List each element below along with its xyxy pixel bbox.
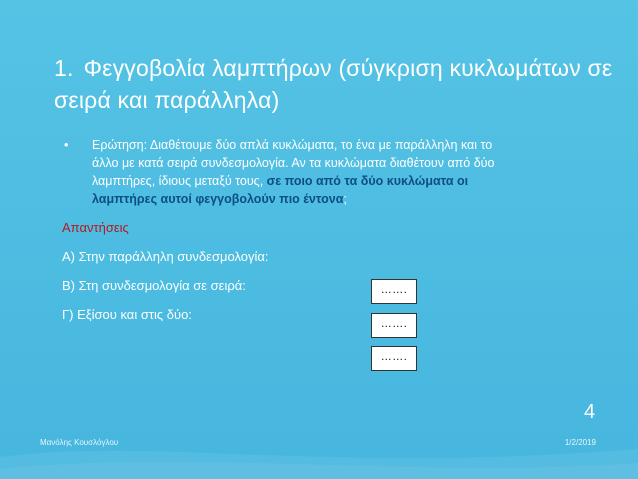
answers-heading: Απαντήσεις: [62, 220, 129, 235]
title-number: 1.: [54, 55, 74, 81]
background-wave-decoration: [0, 419, 638, 479]
bullet-icon: •: [64, 138, 69, 152]
slide-body: [62, 136, 502, 322]
question-bullet: [62, 136, 502, 208]
slide-title: [54, 52, 614, 116]
answer-a: Α) Στην παράλληλη συνδεσμολογία:: [62, 249, 269, 264]
answer-c-box[interactable]: …….: [371, 346, 417, 371]
question-intro: Ερώτηση: Διαθέτουμε δύο απλά κυκλώματα, το ένα με παράλληλη και το άλλο με κατά σειρά συνδεσμολογία. Αν τα κυκλώματα διαθέτουν από δύο λαμπτήρες, ίδιους μεταξύ τους,: [92, 138, 495, 188]
footer-date: 1/2/2019: [564, 438, 596, 447]
answer-b-box[interactable]: …….: [371, 313, 417, 338]
title-text: Φεγγοβολία λαμπτήρων (σύγκριση κυκλωμάτων σε σειρά και παράλληλα): [54, 55, 613, 113]
question-end: ;: [343, 192, 347, 206]
footer-author: Μανόλης Κουσλόγλου: [40, 438, 119, 447]
answer-a-box[interactable]: …….: [371, 279, 417, 304]
page-number: 4: [584, 401, 596, 423]
answer-b: Β) Στη συνδεσμολογία σε σειρά:: [62, 278, 246, 293]
question-bold: σε ποιο από τα δύο κυκλώματα οι λαμπτήρες αυτοί φεγγοβολούν πιο έντονα: [92, 174, 469, 206]
answer-c: Γ) Εξίσου και στις δύο:: [62, 307, 192, 322]
